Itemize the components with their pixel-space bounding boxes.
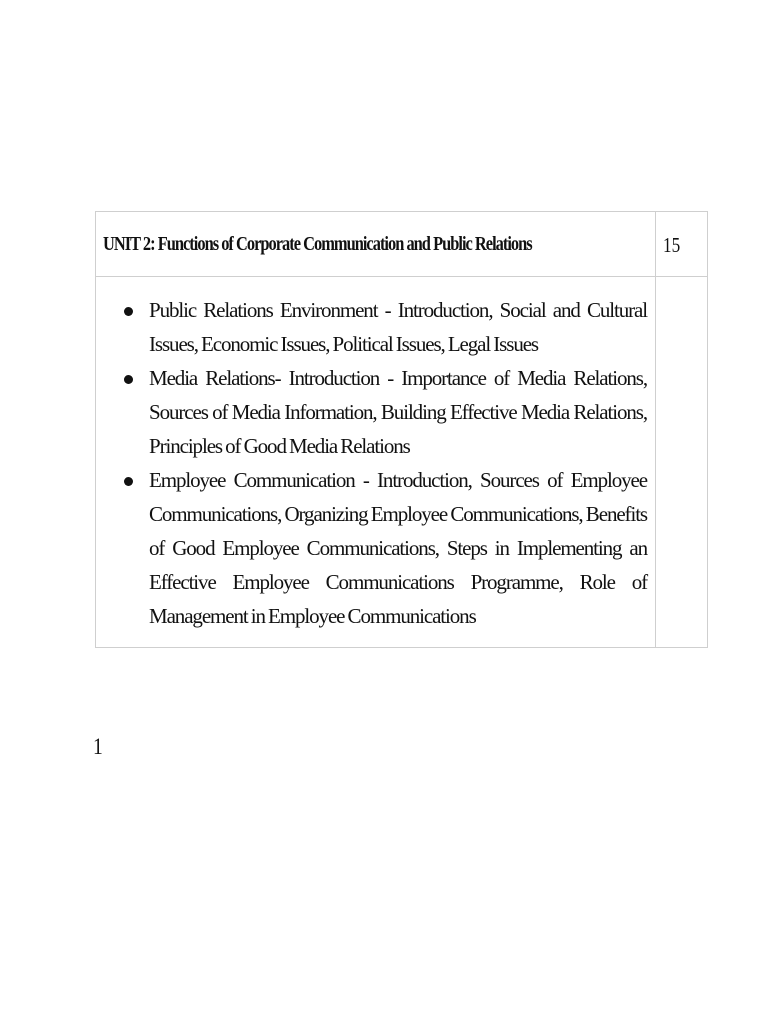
topic-item	[149, 463, 647, 633]
topic-text: Public Relations Environment - Introduction, Social and Cultural Issues, Economic Issues, Political Issues, Legal Issues	[149, 298, 647, 356]
topic-text: Media Relations- Introduction - Importance of Media Relations, Sources of Media Information, Building Effective Media Relations, Principles of Good Media Relations	[149, 366, 647, 458]
topic-item	[149, 293, 647, 361]
page-number: 1	[93, 734, 103, 759]
topic-text: Employee Communication - Introduction, Sources of Employee Communications, Organizing Employee Communications, Benefits of Good Employee Communications, Steps in Implementing an Effective Employee Communications Programme, Role of Management in Employee Communications	[149, 468, 647, 628]
bullet-icon	[124, 307, 133, 316]
unit-title: UNIT 2: Functions of Corporate Communication and Public Relations	[103, 233, 532, 255]
column-divider	[655, 212, 656, 647]
unit-hours: 15	[663, 233, 681, 257]
syllabus-table	[95, 211, 708, 648]
topic-list	[96, 277, 655, 633]
topic-item	[149, 361, 647, 463]
bullet-icon	[124, 375, 133, 384]
bullet-icon	[124, 477, 133, 486]
unit-header-row	[96, 212, 707, 277]
